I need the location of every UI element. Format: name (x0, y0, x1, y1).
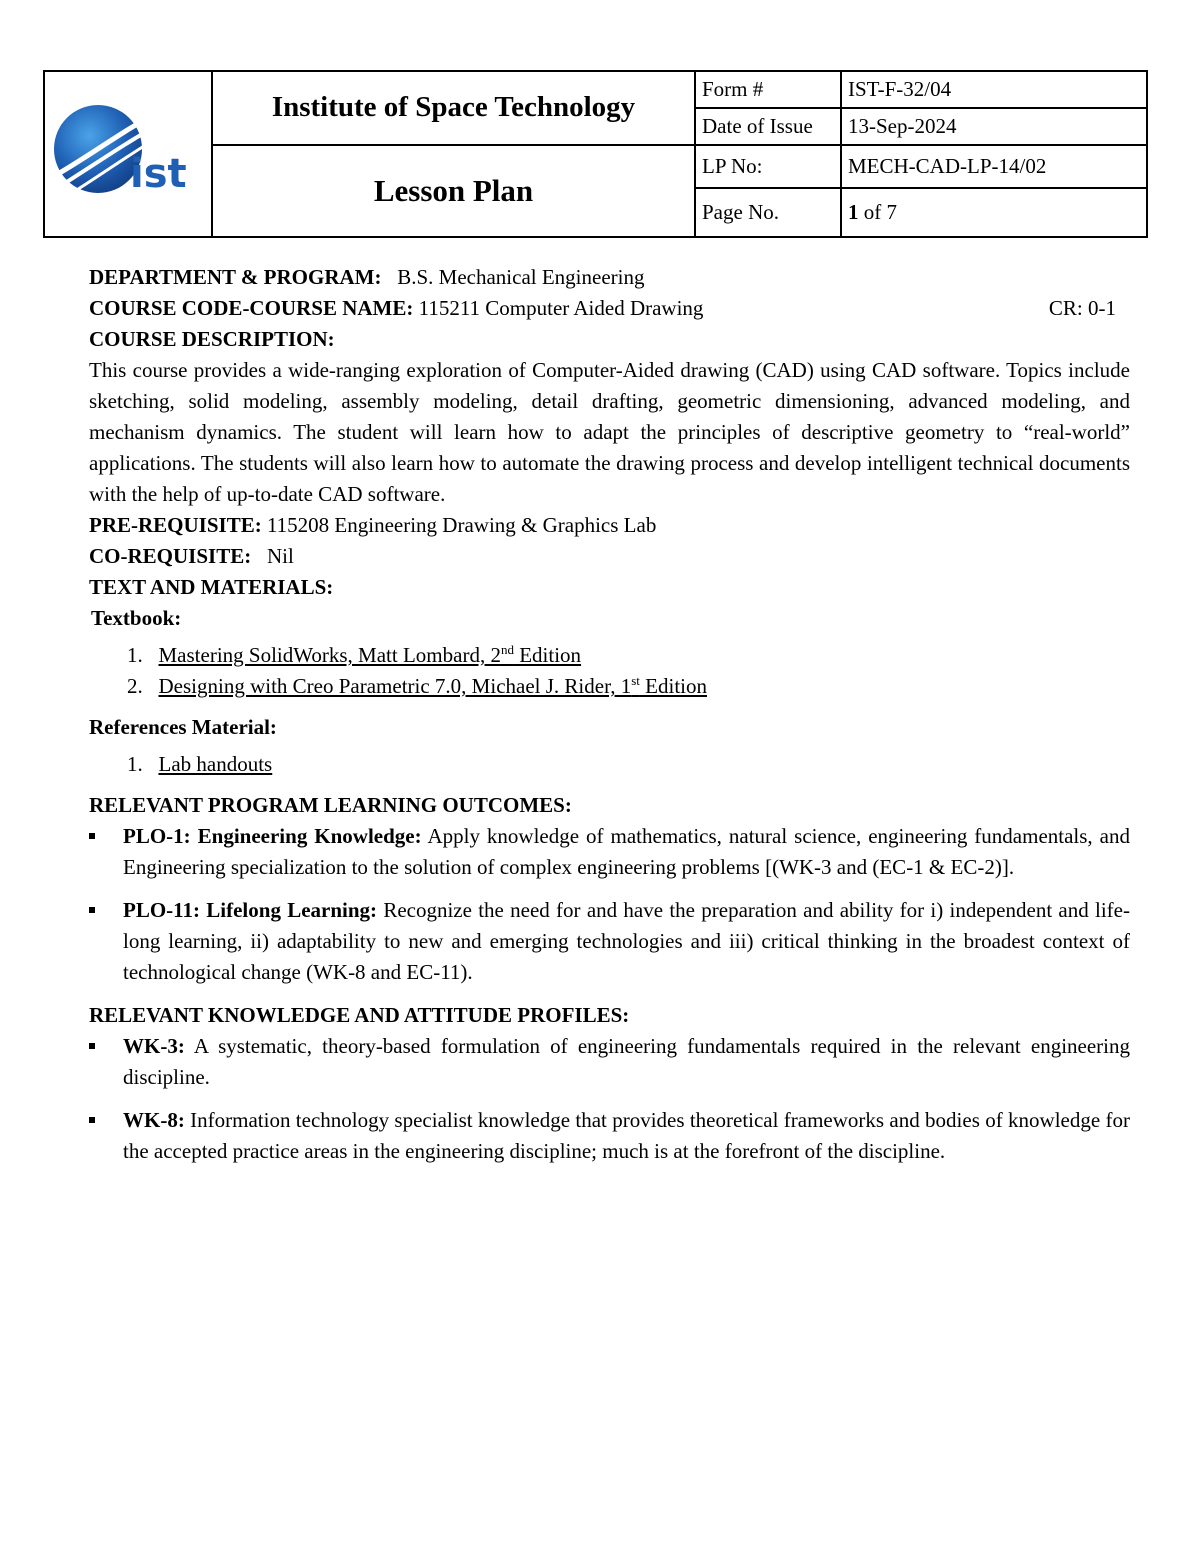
wk-list (89, 1031, 1130, 1167)
wk-item (89, 1031, 1130, 1093)
plo-heading: RELEVANT PROGRAM LEARNING OUTCOMES: (89, 793, 572, 817)
textbook-heading: Textbook: (91, 606, 182, 630)
textbook-list (89, 640, 1130, 702)
page-total: of 7 (858, 199, 897, 224)
plo-item (89, 821, 1130, 883)
textbook-edition-suffix: nd (500, 642, 514, 657)
textbook-number: 2. (127, 674, 143, 698)
corequisite-label: CO-REQUISITE: (89, 544, 252, 568)
references-heading: References Material: (89, 715, 277, 739)
reference-text: Lab handouts (158, 752, 273, 776)
page-number-value (841, 188, 1147, 237)
wk-key: WK-8: (123, 1108, 185, 1132)
prerequisite-line (89, 510, 1130, 541)
textbook-title-main: Mastering SolidWorks, Matt Lombard, 2 (158, 643, 501, 667)
textbook-edition: Edition (639, 674, 707, 698)
textbook-edition-suffix: st (631, 673, 640, 688)
lp-number-label: LP No: (695, 145, 841, 188)
textbook-title (159, 643, 582, 667)
wk-key: WK-3: (123, 1034, 185, 1058)
wk-heading: RELEVANT KNOWLEDGE AND ATTITUDE PROFILES: (89, 1003, 630, 1027)
materials-heading: TEXT AND MATERIALS: (89, 575, 334, 599)
plo-list (89, 821, 1130, 988)
course-value: 115211 Computer Aided Drawing (418, 296, 704, 320)
textbook-title (159, 674, 708, 698)
plo-text: Recognize the need for and have the preparation and ability for i) independent and life-long learning, ii) adaptability to new and emerging technologies and iii) critical thinking in the broadest context of technological change (WK-8 and EC-11). (123, 898, 1130, 984)
prerequisite-label: PRE-REQUISITE: (89, 513, 262, 537)
document-body (89, 262, 1130, 1179)
document-header-table (43, 70, 1148, 238)
corequisite-value: Nil (266, 544, 294, 568)
textbook-number: 1. (127, 643, 143, 667)
plo-item (89, 895, 1130, 988)
textbook-item (125, 640, 1130, 671)
description-heading: COURSE DESCRIPTION: (89, 327, 335, 351)
course-label: COURSE CODE-COURSE NAME: (89, 296, 414, 320)
document-type: Lesson Plan (212, 145, 695, 237)
reference-item (125, 749, 1130, 780)
department-line (89, 262, 1130, 293)
references-list (89, 749, 1130, 780)
plo-text: Apply knowledge of mathematics, natural science, engineering fundamentals, and Engineering specialization to the solution of complex engineering problems [(WK-3 and (EC-1 & EC-2)]. (123, 824, 1130, 879)
logo-text: ist (130, 150, 187, 197)
credit-hours: CR: 0-1 (1048, 296, 1116, 320)
issue-date-label: Date of Issue (695, 108, 841, 145)
course-line (89, 293, 1130, 324)
wk-text: A systematic, theory-based formulation of engineering fundamentals required in the relevant engineering discipline. (123, 1034, 1130, 1089)
textbook-edition: Edition (513, 643, 582, 667)
ist-logo (48, 97, 208, 207)
textbook-title-main: Designing with Creo Parametric 7.0, Michael J. Rider, 1 (158, 674, 632, 698)
square-bullet-icon (89, 1043, 95, 1049)
plo-key: PLO-11: Lifelong Learning: (123, 898, 378, 922)
square-bullet-icon (89, 907, 95, 913)
plo-key: PLO-1: Engineering Knowledge: (123, 824, 422, 848)
form-value: IST-F-32/04 (841, 71, 1147, 108)
department-label: DEPARTMENT & PROGRAM: (89, 265, 382, 289)
wk-text: Information technology specialist knowledge that provides theoretical frameworks and bodies of knowledge for the accepted practice areas in the engineering discipline; much is at the forefront of the discipline. (123, 1108, 1130, 1163)
description-text: This course provides a wide-ranging exploration of Computer-Aided drawing (CAD) using CAD software. Topics include sketching, solid modeling, assembly modeling, detail drafting, geometric dimensioning, advanced modeling, and mechanism dynamics. The student will learn how to adapt the principles of descriptive geometry to “real-world” applications. The students will also learn how to automate the drawing process and develop intelligent technical documents with the help of up-to-date CAD software. (89, 358, 1130, 506)
square-bullet-icon (89, 833, 95, 839)
page-number-label: Page No. (695, 188, 841, 237)
logo-cell (44, 71, 212, 237)
page-current: 1 (848, 199, 859, 224)
reference-number: 1. (127, 752, 143, 776)
corequisite-line (89, 541, 1130, 572)
institute-name: Institute of Space Technology (212, 71, 695, 145)
department-value: B.S. Mechanical Engineering (397, 265, 645, 289)
wk-item (89, 1105, 1130, 1167)
lp-number-value: MECH-CAD-LP-14/02 (841, 145, 1147, 188)
form-label: Form # (695, 71, 841, 108)
issue-date-value: 13-Sep-2024 (841, 108, 1147, 145)
textbook-item (125, 671, 1130, 702)
prerequisite-value: 115208 Engineering Drawing & Graphics Lab (266, 513, 657, 537)
square-bullet-icon (89, 1117, 95, 1123)
